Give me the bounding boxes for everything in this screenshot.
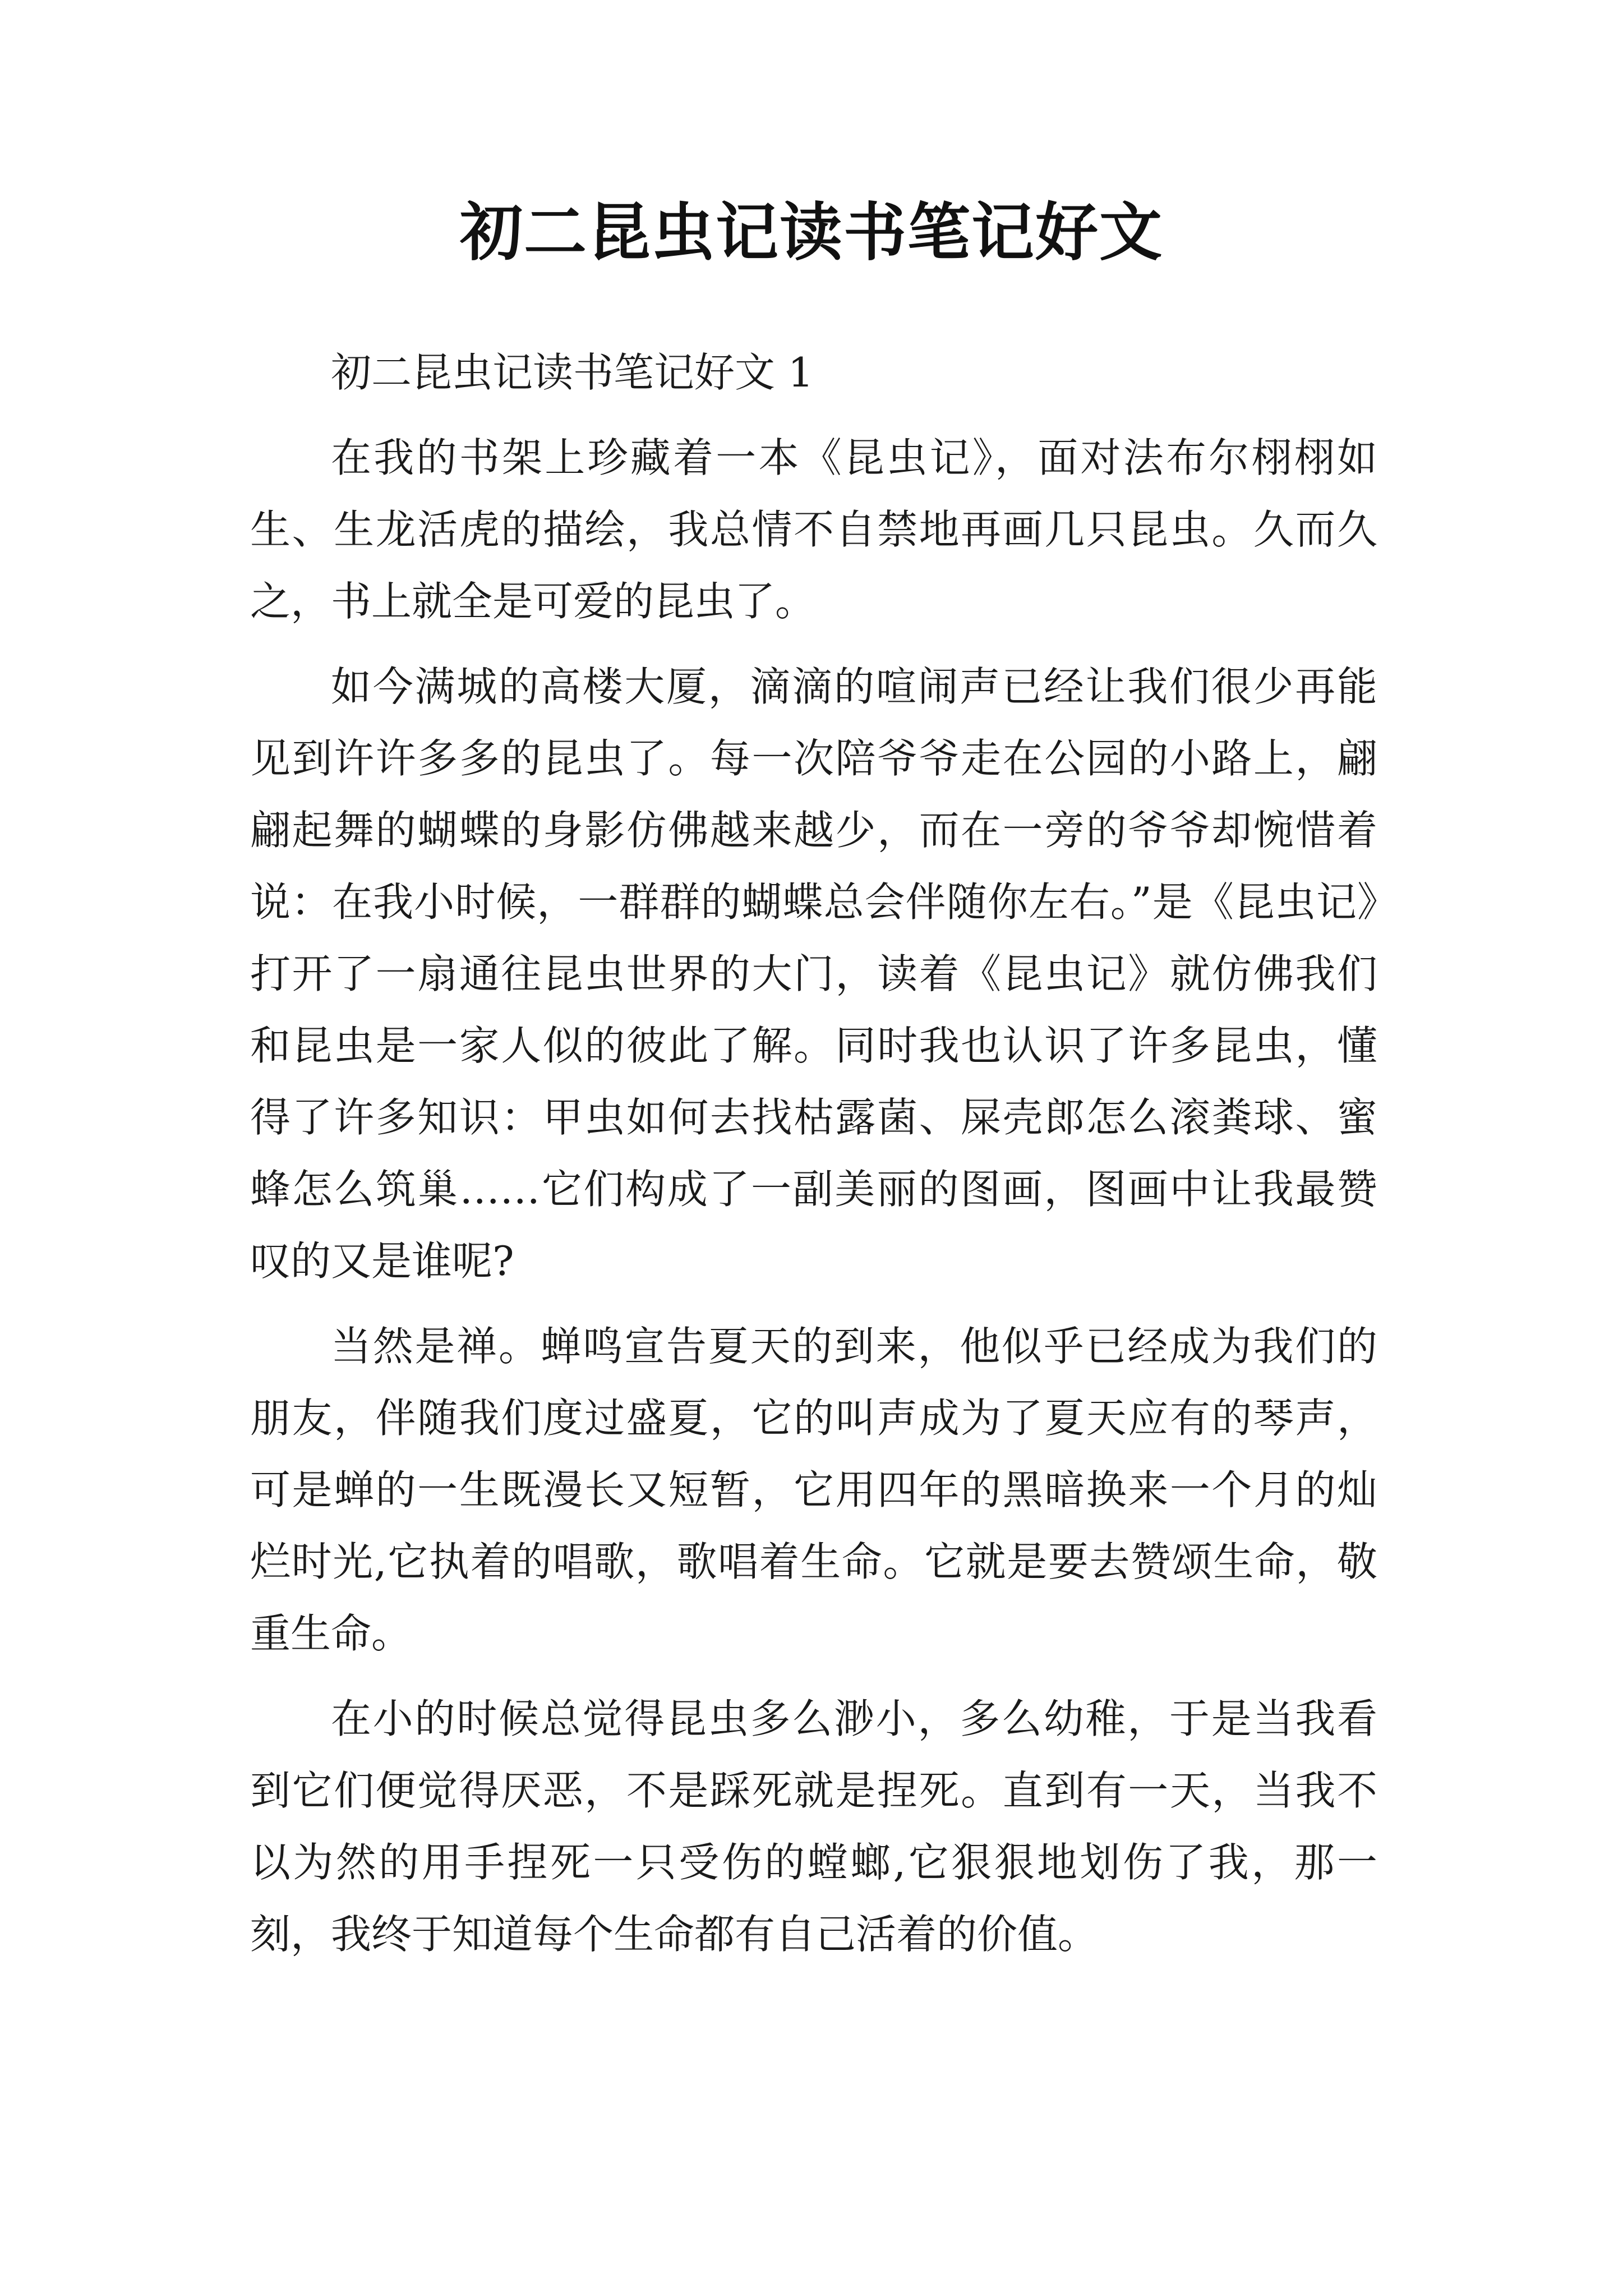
document-body <box>250 337 1377 1984</box>
paragraph-heading: 初二昆虫记读书笔记好文 1 <box>331 349 814 396</box>
paragraph: 在我的书架上珍藏着一本《昆虫记》，面对法布尔栩栩如生、生龙活虎的描绘，我总情不自禁地再画几只昆虫。久而久之，书上就全是可爱的昆虫了。 <box>250 434 1377 625</box>
paragraph: 在小的时候总觉得昆虫多么渺小，多么幼稚，于是当我看到它们便觉得厌恶，不是踩死就是捏死。直到有一天，当我不以为然的用手捏死一只受伤的螳螂,它狠狠地划伤了我，那一刻，我终于知道每个生命都有自己活着的价值。 <box>250 1695 1377 1958</box>
document-title: 初二昆虫记读书笔记好文 <box>460 196 1163 269</box>
paragraph: 当然是禅。蝉鸣宣告夏天的到来，他似乎已经成为我们的朋友，伴随我们度过盛夏，它的叫声成为了夏天应有的琴声，可是蝉的一生既漫长又短暂，它用四年的黑暗换来一个月的灿烂时光,它执着的唱歌，歌唱着生命。它就是要去赞颂生命，敬重生命。 <box>250 1323 1377 1657</box>
paragraph: 如今满城的高楼大厦，滴滴的喧闹声已经让我们很少再能见到许许多多的昆虫了。每一次陪爷爷走在公园的小路上，翩翩起舞的蝴蝶的身影仿佛越来越少，而在一旁的爷爷却惋惜着说：在我小时候，一群群的蝴蝶总会伴随你左右。”是《昆虫记》打开了一扇通往昆虫世界的大门，读着《昆虫记》就仿佛我们和昆虫是一家人似的彼此了解。同时我也认识了许多昆虫，懂得了许多知识：甲虫如何去找枯露菌、屎壳郎怎么滚粪球、蜜蜂怎么筑巢……它们构成了一副美丽的图画，图画中让我最赞叹的又是谁呢? <box>250 663 1377 1285</box>
